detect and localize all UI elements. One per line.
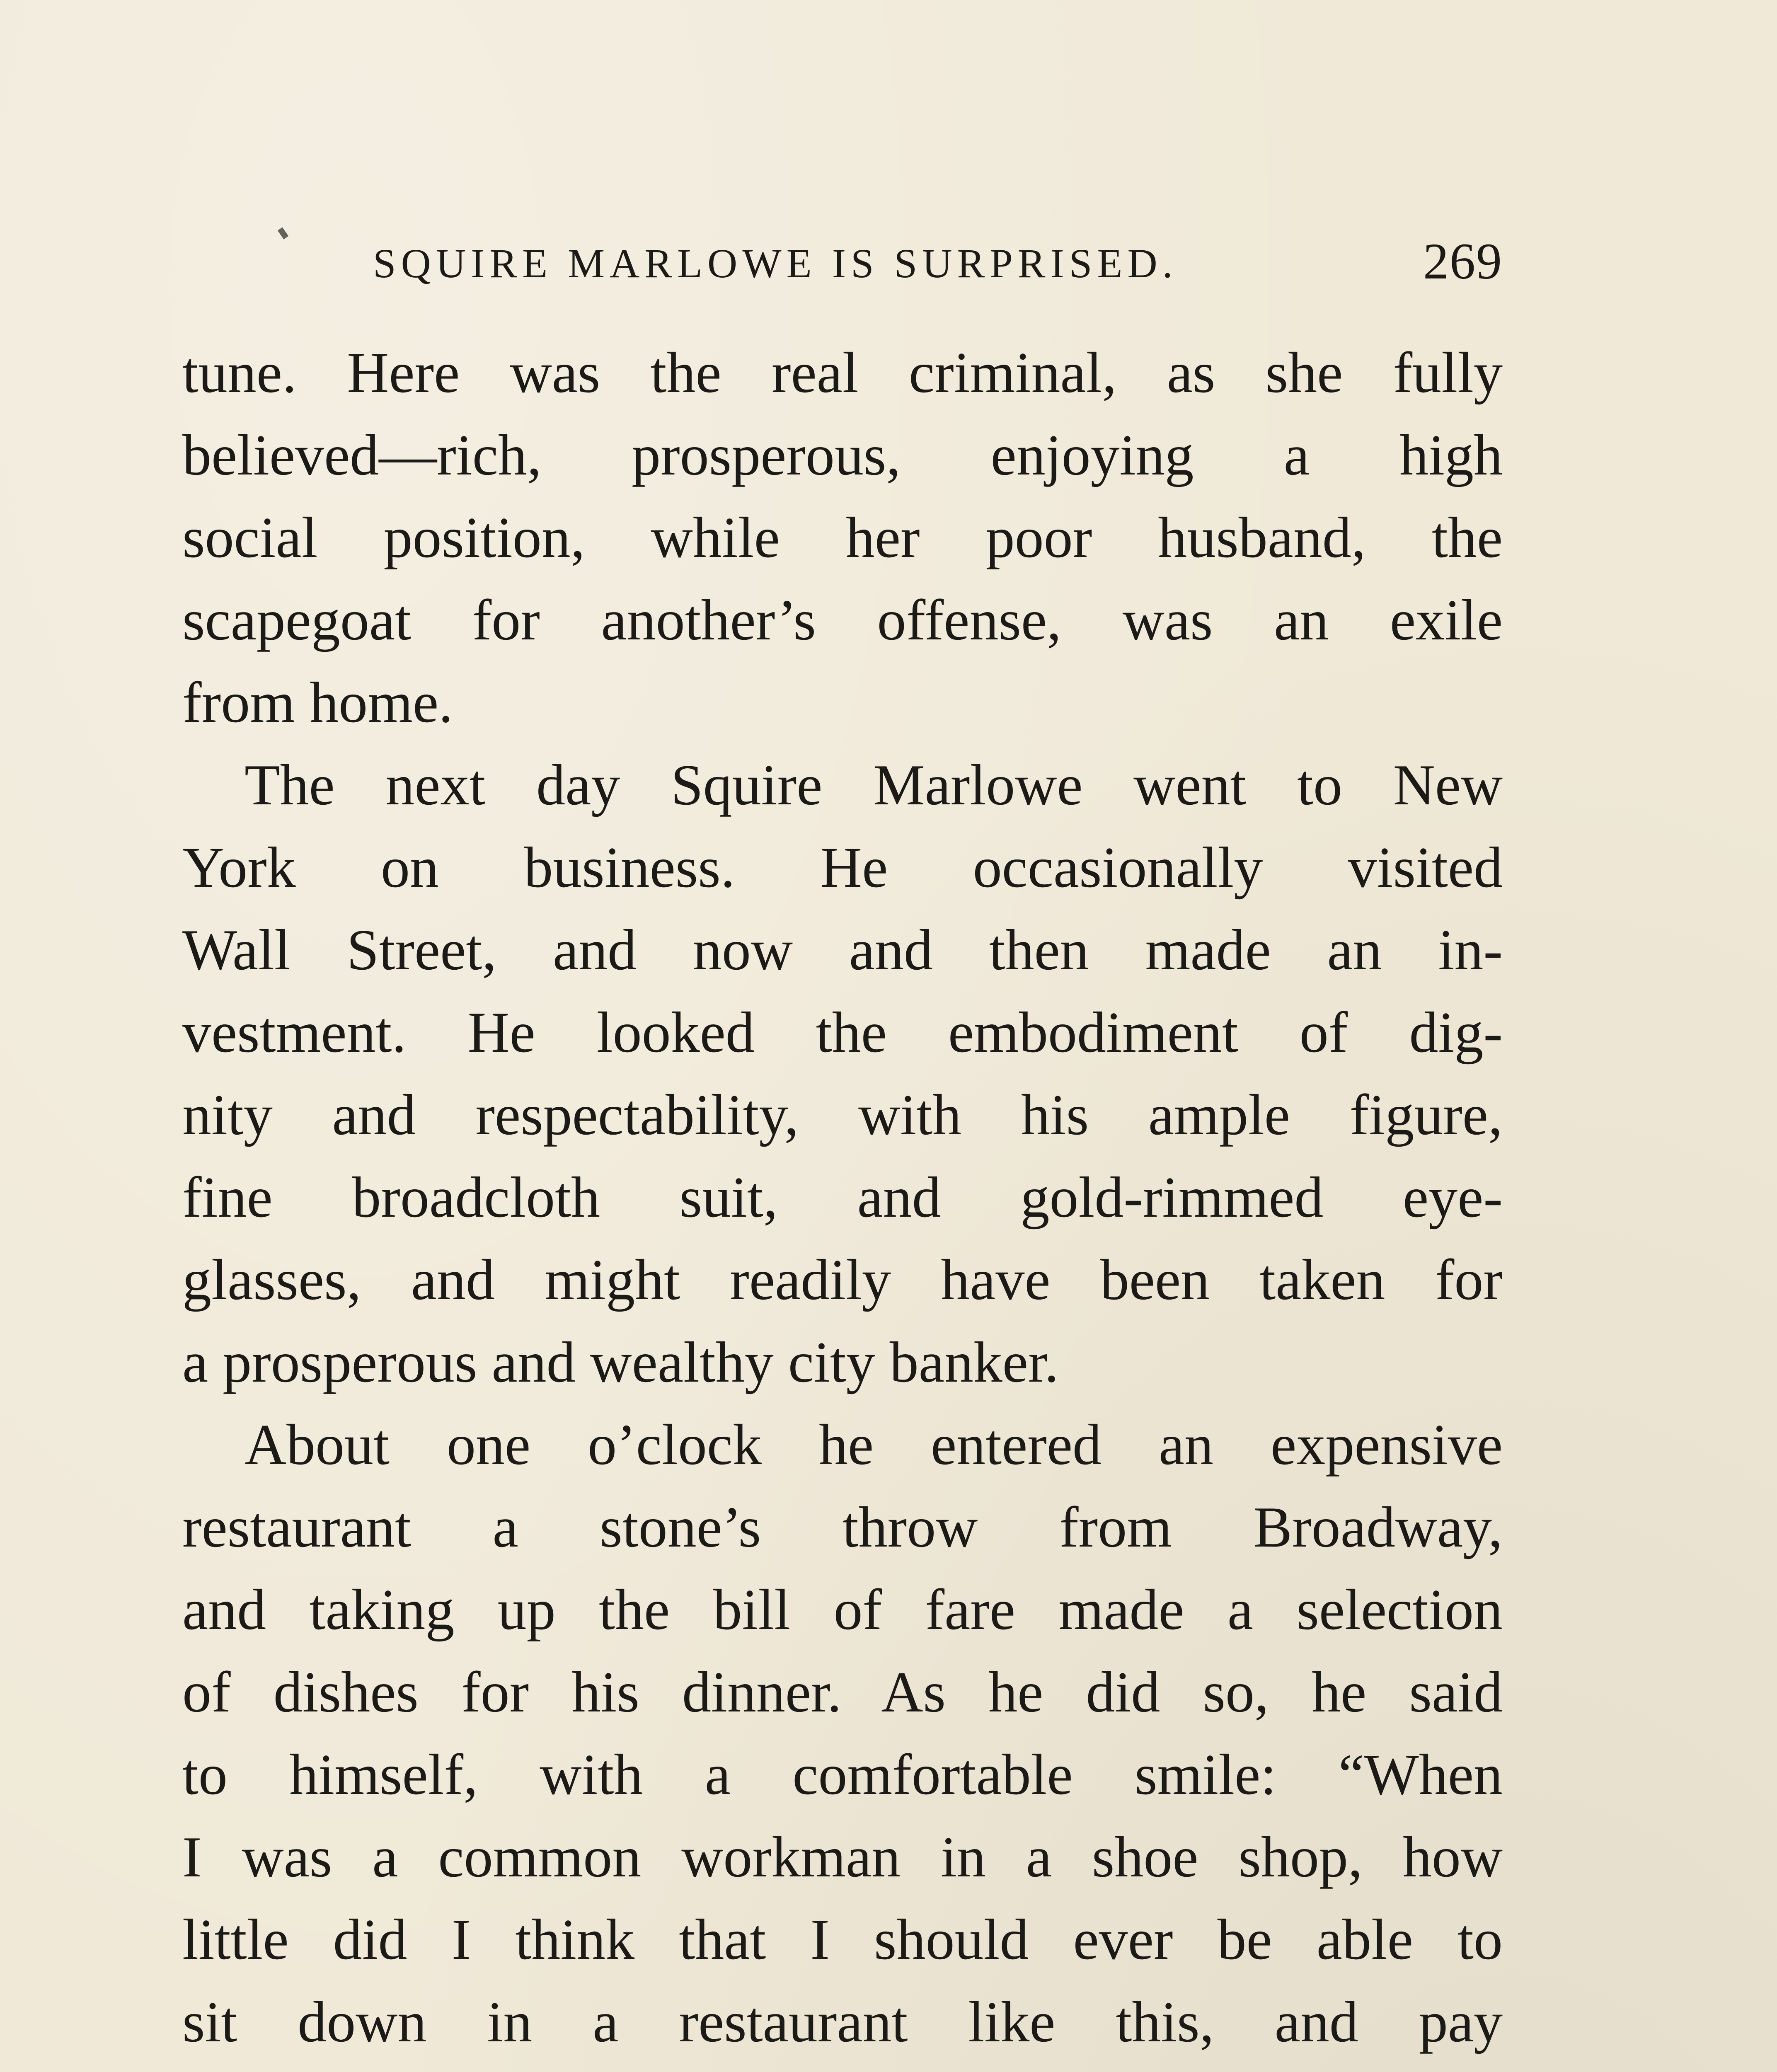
text-line: sit down in a restaurant like this, and pay — [182, 1990, 1503, 2054]
text-line: The next day Squire Marlowe went to New — [245, 753, 1503, 817]
paragraph-2 — [182, 744, 1503, 1404]
body-text — [182, 332, 1503, 2072]
print-speck — [278, 227, 288, 239]
text-line: vestment. He looked the embodiment of dig- — [182, 1000, 1503, 1065]
text-line: restaurant a stone’s throw from Broadway, — [182, 1495, 1503, 1559]
text-line: to himself, with a comfortable smile: “When — [182, 1743, 1503, 1807]
text-line — [182, 2063, 1503, 2072]
text-line: social position, while her poor husband, the — [182, 506, 1503, 570]
text-line: a prosperous and wealthy city banker. — [182, 1330, 1059, 1394]
text-line: tune. Here was the real criminal, as she fully — [182, 341, 1503, 405]
page-number: 269 — [1423, 233, 1503, 290]
text-line: and taking up the bill of fare made a selection — [182, 1578, 1503, 1642]
text-line: believed—rich, prosperous, enjoying a high — [182, 423, 1503, 487]
text-line: scapegoat for another’s offense, was an exile — [182, 588, 1503, 652]
running-head: SQUIRE MARLOWE IS SURPRISED. — [373, 240, 1178, 286]
paragraph-3 — [182, 1404, 1503, 2072]
page-header — [182, 232, 1503, 290]
text-line: I was a common workman in a shoe shop, how — [182, 1825, 1503, 1889]
text-line: of dishes for his dinner. As he did so, he said — [182, 1660, 1503, 1724]
text-line: About one o’clock he entered an expensive — [245, 1413, 1503, 1477]
text-line: Wall Street, and now and then made an in- — [182, 918, 1503, 982]
text-line: York on business. He occasionally visited — [182, 835, 1503, 900]
text-line: little did I think that I should ever be able to — [182, 1907, 1503, 1972]
text-line: nity and respectability, with his ample figure, — [182, 1083, 1503, 1147]
paragraph-1 — [182, 332, 1503, 744]
text-line: from home. — [182, 670, 453, 735]
text-line: fine broadcloth suit, and gold-rimmed eye- — [182, 1165, 1503, 1230]
text-line: glasses, and might readily have been taken for — [182, 1248, 1503, 1312]
